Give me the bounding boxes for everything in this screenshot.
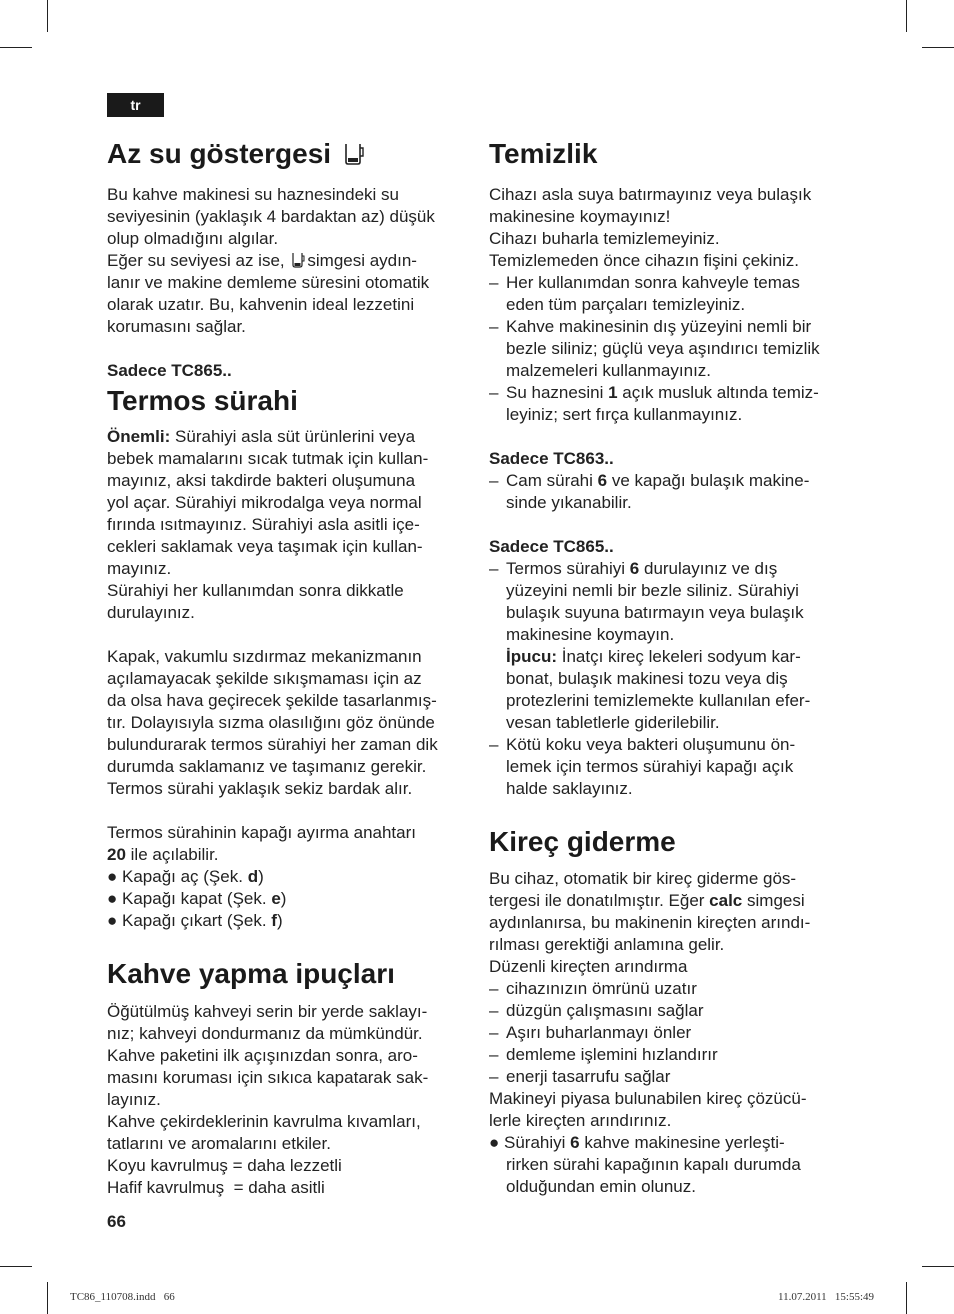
- text-line: Cihazı buharla temizlemeyiniz.: [489, 229, 720, 248]
- text-fragment: – Kahve makinesinin dış yüzeyini nemli bir: [506, 317, 812, 336]
- text-fragment: yüzeyini nemli bir bezle siliniz. Sürahiyi: [506, 581, 799, 600]
- text-line: seviyesinin (yaklaşık 4 bardaktan az) düşük: [107, 207, 435, 226]
- text-fragment: ● Kapağı kapat (Şek.: [107, 889, 272, 908]
- text-fragment: Su haznesini: [506, 383, 604, 402]
- text-line: Koyu kavrulmuş = daha lezzetli: [107, 1156, 342, 1175]
- descale-heading: Kireç giderme: [489, 826, 676, 857]
- text-line: tır. Dolayısıyla sızma olasılığını göz önünde: [107, 713, 435, 732]
- tips-body: [107, 1001, 467, 1199]
- water-jug-icon: [291, 252, 305, 268]
- thermos-body: [107, 426, 467, 932]
- cleaning-body: [489, 184, 849, 800]
- text-fragment: ● Kapağı aç (Şek.: [107, 867, 248, 886]
- dash-item: [489, 316, 849, 382]
- water-jug-icon: [343, 142, 365, 166]
- text-fragment: bulaşık suyuna batırmayın veya bulaşık: [506, 603, 804, 622]
- dash-item: [489, 558, 849, 734]
- text-line: Temizlemeden önce cihazın fişini çekiniz.: [489, 251, 799, 270]
- text-line: layınız.: [107, 1090, 161, 1109]
- dash-item: [489, 1044, 849, 1066]
- bullet-item: [107, 910, 467, 932]
- text-line: lerle kireçten arındırınız.: [489, 1111, 672, 1130]
- text-line: Makineyi piyasa bulunabilen kireç çözücü-: [489, 1089, 807, 1108]
- crop-mark: [0, 1266, 32, 1267]
- crop-mark: [0, 47, 32, 48]
- text-line: [107, 426, 467, 448]
- text-fragment: halde saklayınız.: [506, 779, 633, 798]
- bullet-item: [489, 1132, 849, 1154]
- text-fragment: lemek için termos sürahiyi kapağı açık: [506, 757, 794, 776]
- text-line: olup olmadığını algılar.: [107, 229, 279, 248]
- text-line: Düzenli kireçten arındırma: [489, 957, 688, 976]
- dash-item: [489, 1066, 849, 1088]
- text-fragment: – demleme işlemini hızlandırır: [506, 1045, 718, 1064]
- text-fragment: ile açılabilir.: [130, 845, 219, 864]
- text-fragment: protezlerini temizlemekte kullanılan efer-: [506, 691, 811, 710]
- thermos-subheading: Sadece TC865..: [107, 361, 232, 380]
- text-line: mayınız, aksi takdirde bakteri oluşumuna: [107, 471, 416, 490]
- text-line: Bu kahve makinesi su haznesindeki su: [107, 185, 399, 204]
- text-line: Bu cihaz, otomatik bir kireç giderme gös-: [489, 869, 797, 888]
- text-fragment: leyiniz; sert fırça kullanmayınız.: [506, 405, 743, 424]
- text-fragment: vesan tabletlerle giderilebilir.: [506, 713, 720, 732]
- cleaning-heading: Temizlik: [489, 138, 598, 169]
- low-water-body: [107, 184, 467, 338]
- text-fragment: ● Sürahiyi: [489, 1133, 566, 1152]
- figure-ref: e: [271, 889, 281, 908]
- text-line: mayınız.: [107, 559, 172, 578]
- figure-ref: d: [247, 867, 259, 886]
- text-fragment: İnatçı kireç lekeleri sodyum kar-: [561, 647, 801, 666]
- thermos-heading: Termos sürahi: [107, 385, 298, 416]
- text-fragment: – Kötü koku veya bakteri oluşumunu ön-: [506, 735, 796, 754]
- part-number: 20: [107, 845, 126, 864]
- text-fragment: Cam sürahi: [506, 471, 593, 490]
- footer-file: TC86_110708.indd 66: [70, 1291, 175, 1303]
- text-fragment: açık musluk altında temiz-: [622, 383, 819, 402]
- text-fragment: – düzgün çalışmasını sağlar: [506, 1001, 704, 1020]
- tips-heading: Kahve yapma ipuçları: [107, 958, 395, 989]
- text-fragment: ): [258, 867, 264, 886]
- tip-label: İpucu:: [506, 647, 557, 666]
- text-line: [107, 250, 467, 272]
- text-line: durulayınız.: [107, 603, 195, 622]
- crop-mark: [47, 0, 48, 32]
- text-line: [489, 890, 849, 912]
- text-line: masını koruması için sıkıca kapatarak sak-: [107, 1068, 429, 1087]
- text-fragment: – enerji tasarrufu sağlar: [506, 1067, 671, 1086]
- text-line: Kapak, vakumlu sızdırmaz mekanizmanın: [107, 647, 422, 666]
- text-fragment: – Aşırı buharlanmayı önler: [506, 1023, 692, 1042]
- tc863-subheading: Sadece TC863..: [489, 449, 614, 468]
- text-fragment: – Her kullanımdan sonra kahveyle temas: [506, 273, 800, 292]
- dash-item: [489, 734, 849, 800]
- text-line: da olsa hava geçirecek şekilde tasarlanmış-: [107, 691, 437, 710]
- text-fragment: ● Kapağı çıkart (Şek.: [107, 911, 272, 930]
- dash-item: [489, 1000, 849, 1022]
- part-number: 1: [608, 383, 618, 402]
- text-line: lanır ve makine demleme süresini otomatik: [107, 273, 430, 292]
- text-fragment: simgesi: [747, 891, 805, 910]
- part-number: 6: [597, 471, 608, 490]
- dash-item: [489, 1022, 849, 1044]
- text-line: tatlarını ve aromalarını etkiler.: [107, 1134, 331, 1153]
- text-fragment: makinesine koymayın.: [506, 625, 675, 644]
- text-line: makinesine koymayınız!: [489, 207, 671, 226]
- text-line: rirken sürahi kapağının kapalı durumda: [506, 1155, 801, 1174]
- text-line: [107, 844, 467, 866]
- text-line: durumda saklamanız ve taşımanız gerekir.: [107, 757, 427, 776]
- text-line: Termos sürahinin kapağı ayırma anahtarı: [107, 823, 416, 842]
- important-label: Önemli:: [107, 427, 171, 446]
- text-fragment: bezle siliniz; güçlü veya aşındırıcı temizlik: [506, 339, 820, 358]
- page-number: 66: [107, 1212, 126, 1231]
- footer-timestamp: 11.07.2011 15:55:49: [778, 1291, 875, 1303]
- text-line: cekleri saklamak veya taşımak için kullan-: [107, 537, 423, 556]
- tc865-subheading: Sadece TC865..: [489, 537, 614, 556]
- descale-body: [489, 868, 849, 1198]
- text-line: Kahve paketini ilk açışınızdan sonra, aro-: [107, 1046, 418, 1065]
- dash-item: [489, 272, 849, 316]
- crop-mark: [906, 0, 907, 32]
- language-tab: tr: [107, 93, 164, 117]
- text-fragment: tergesi ile donatılmıştır. Eğer: [489, 891, 705, 910]
- text-line: bulundurarak termos sürahiyi her zaman dik: [107, 735, 438, 754]
- text-line: yol açar. Sürahiyi mikrodalga veya normal: [107, 493, 422, 512]
- text-line: Kahve çekirdeklerinin kavrulma kıvamları,: [107, 1112, 421, 1131]
- text-line: olduğundan emin olunuz.: [506, 1177, 696, 1196]
- calc-label: calc: [709, 891, 743, 910]
- text-line: açılamayacak şekilde sıkışmaması için az: [107, 669, 422, 688]
- low-water-title: Az su göstergesi: [107, 138, 332, 169]
- text-fragment: kahve makinesine yerleşti-: [584, 1133, 785, 1152]
- text-fragment: eden tüm parçaları temizleyiniz.: [506, 295, 746, 314]
- text-line: korumasını sağlar.: [107, 317, 246, 336]
- dash-item: [489, 382, 849, 426]
- text-fragment: ): [280, 889, 287, 908]
- text-fragment: Eğer su seviyesi az ise,: [107, 251, 285, 270]
- crop-mark: [906, 1282, 907, 1314]
- dash-item: [489, 470, 849, 514]
- crop-mark: [922, 1266, 954, 1267]
- text-fragment: bonat, bulaşık makinesi tozu veya diş: [506, 669, 788, 688]
- text-line: Hafif kavrulmuş = daha asitli: [107, 1178, 325, 1197]
- text-line: fırında ısıtmayınız. Sürahiyi asla asitli içe-: [107, 515, 420, 534]
- text-fragment: – cihazınızın ömrünü uzatır: [506, 979, 697, 998]
- text-line: olarak uzatır. Bu, kahvenin ideal lezzetini: [107, 295, 415, 314]
- text-line: rılması gerektiği anlamına gelir.: [489, 935, 725, 954]
- dash-item: [489, 978, 849, 1000]
- text-fragment: ): [276, 911, 283, 930]
- low-water-heading: [107, 138, 365, 170]
- bullet-item: [107, 866, 467, 888]
- text-line: Termos sürahi yaklaşık sekiz bardak alır.: [107, 779, 413, 798]
- text-fragment: simgesi aydın-: [307, 251, 417, 270]
- figure-ref: f: [271, 911, 277, 930]
- text-fragment: malzemeleri kullanmayınız.: [506, 361, 712, 380]
- crop-mark: [47, 1282, 48, 1314]
- text-line: nız; kahveyi dondurmanız da mümkündür.: [107, 1024, 423, 1043]
- text-fragment: Sürahiyi asla süt ürünlerini veya: [175, 427, 416, 446]
- crop-mark: [922, 47, 954, 48]
- text-line: Öğütülmüş kahveyi serin bir yerde saklayı-: [107, 1002, 428, 1021]
- text-fragment: Termos sürahiyi: [506, 559, 626, 578]
- text-fragment: ve kapağı bulaşık makine-: [611, 471, 810, 490]
- text-fragment: durulayınız ve dış: [643, 559, 778, 578]
- text-line: Sürahiyi her kullanımdan sonra dikkatle: [107, 581, 404, 600]
- part-number: 6: [629, 559, 640, 578]
- text-line: bebek mamalarını sıcak tutmak için kullan-: [107, 449, 429, 468]
- bullet-item: [107, 888, 467, 910]
- text-line: Cihazı asla suya batırmayınız veya bulaşık: [489, 185, 812, 204]
- text-line: aydınlanırsa, bu makinenin kireçten arındı-: [489, 913, 811, 932]
- text-fragment: sinde yıkanabilir.: [506, 493, 632, 512]
- part-number: 6: [570, 1133, 580, 1152]
